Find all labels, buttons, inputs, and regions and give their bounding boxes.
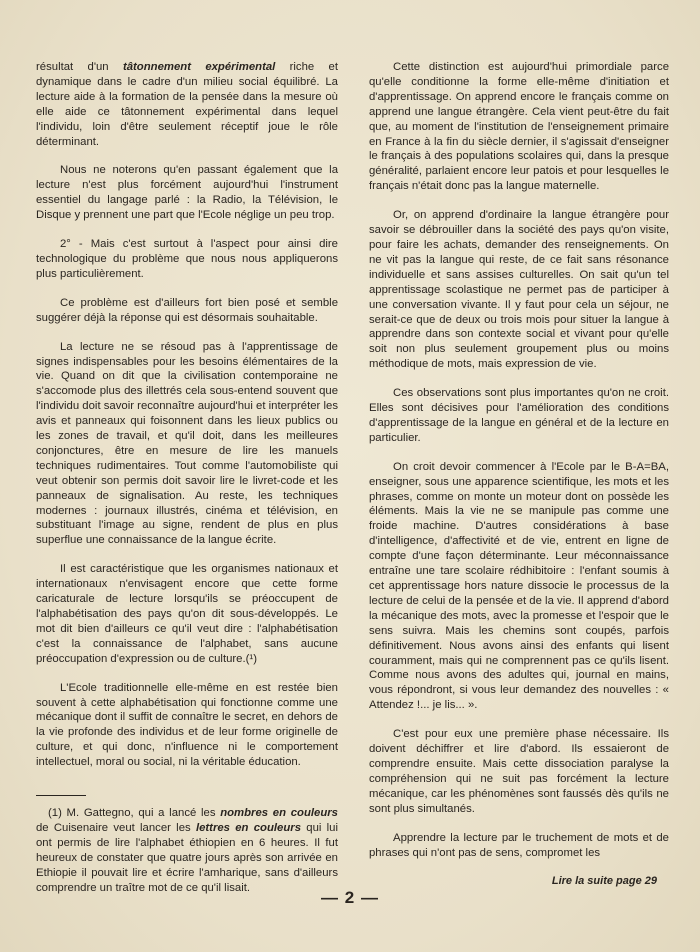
paragraph: C'est pour eux une première phase nécessaire. Ils doivent déchiffrer et lire d'abord. Ils essaieront de comprendre ensuite. Mais cette dissociation paralyse la compréhension qui ne suit pas forcément la lecture mécanique, car les phénomènes sont faussés dès qu'ils ne sont plus simultanés. [369,728,669,815]
emphasis: lettres en couleurs [195,821,302,834]
paragraph: Ce problème est d'ailleurs fort bien posé et semble suggérer déjà la réponse qui est désormais souhaitable. [36,296,338,324]
emphasis: tâtonnement expérimental [122,61,276,73]
paragraph: Nous ne noterons qu'en passant également que la lecture n'est plus forcément aujourd'hui l'instrument essentiel du langage parlé : la Radio, la Télévision, le Disque y prennent une part que l'Ecole néglige un peu trop. [36,164,338,222]
page-number: — 2 — [321,888,379,907]
paragraph: La lecture ne se résoud pas à l'apprentissage de signes indispensables pour les besoins élémentaires de la vie. Quand on dit que la civilisation contemporaine ne s'accomode plus des illettrés cela sous-entend souvent que l'individu doit savoir reconnaître aujourd'hui et interpréter les avis et panneaux qui foisonnent dans les lieux publics ou les zones de travail, et qu'il doit, dans les meilleures conjonctures, être en mesure de lire les manuels techniques rudimentaires. Tout comme l'automobiliste qui veut obtenir son permis doit savoir lire le livret-code et les panneaux de signalisation. Au reste, les techniques modernes : journaux illustrés, cinéma et télévision, en substituant l'image au signe, rendent de plus en plus superflue une connaissance de la langue écrite. [36,340,338,547]
paragraph: On croit devoir commencer à l'Ecole par le B-A=BA, enseigner, sous une apparence scientifique, les mots et les phrases, comme on monte un moteur dont on possède les éléments. Mais la vie ne se manipule pas comme une froide machine. D'autres considérations à base d'intelligence, d'affectivité et de vie, entrent en ligne de compte d'une façon déterminante. Leur méconnaissance entraîne une tare scolaire rédhibitoire : l'enfant soumis à cet apprentissage hors nature dissocie le processus de la lecture de celui de la pensée et de la vie. Il apprend d'abord la mécanique des mots, avec la promesse et l'espoir que le sens suivra. Mais les chemins sont coupés, parfois définitivement. Nous avons ainsi des enfants qui lisent couramment, mais qui ne comprennent pas ce qu'ils lisent. Comme nous avons des adultes qui, journal en mains, vous répondront, si vous leur demandez des nouvelles : « Attendez !... je lis... ». [369,460,669,712]
paragraph: Or, on apprend d'ordinaire la langue étrangère pour savoir se débrouiller dans la société des pays qu'on visite, pour faire les achats, demander des renseignements. On ne vit pas la langue qui reste, de ce fait sans résonance individuelle et sans assises culturelles. On sait qu'un tel apprentissage scolastique ne permet pas de participer à une conversation vivante. Il y faut pour cela un séjour, ne serait-ce que de deux ou trois mois pour situer la langue à apprendre dans son contexte social et vivant pour qu'elle soit non plus seulement groupement plus ou moins méthodique de mots, mais expression de vie. [369,209,669,371]
continued-note: Lire la suite page 29 [551,875,657,888]
left-column [36,60,338,896]
right-column [369,60,669,903]
paragraph: Apprendre la lecture par le truchement de mots et de phrases qui n'ont pas de sens, compromet les [369,831,669,859]
paragraph: 2° - Mais c'est surtout à l'aspect pour ainsi dire technologique du problème que nous nous appliquerons plus particulièrement. [36,238,338,280]
paragraph: Il est caractéristique que les organismes nationaux et internationaux n'envisagent encore que cette forme caricaturale de lecture lorsqu'ils se préoccupent de l'alphabétisation des pays qu'on dit sous-développés. Le mot dit bien d'ailleurs ce qu'il veut dire : l'alphabétisation c'est la connaissance de l'alphabet, sans aucune préoccupation d'expression ou de culture.(¹) [36,563,338,665]
paragraph: résultat d'un tâtonnement expérimental riche et dynamique dans le cadre d'un milieu social équilibré. La lecture aide à la formation de la pensée dans la mesure où elle aide ce tâtonnement expérimental dans lequel l'individu, loin d'être seulement réceptif joue le rôle déterminant. [36,61,338,148]
paragraph: Ces observations sont plus importantes qu'on ne croit. Elles sont décisives pour l'amélioration des conditions d'apprentissage de la langue en général et de la lecture en particulier. [369,387,669,444]
paragraph: L'Ecole traditionnelle elle-même en est restée bien souvent à cette alphabétisation qui fonctionne comme une mécanique dont il suffit de connaître le secret, en dehors de la vie profonde des individus et de leur forme originelle de culture, et qui donc, n'influence ni le comportement intellectuel, moral ou social, ni la véritable éducation. [36,681,338,769]
emphasis: nombres en couleurs [220,807,338,820]
paragraph: Cette distinction est aujourd'hui primordiale parce qu'elle conditionne la forme elle-même d'initiation et d'apprentissage. On apprend encore le français comme on apprend une langue étrangère. Cela vient peut-être du fait que, au moment de l'institution de l'enseignement primaire en France à la fin du siècle dernier, il s'agissait d'enseigner le français à des populations scolaires qui, dans la presque généralité, parlaient encore leur patois et pour lesquelles le français n'était donc pas la langue maternelle. [369,61,669,193]
footnote: (1) M. Gattegno, qui a lancé les nombres en couleurs de Cuisenaire veut lancer les lettres en couleurs qui lui ont permis de lire l'alphabet éthiopien en 6 heures. Il fut heureux de constater que quatre jours après son arrivée en Ethiopie il pouvait lire et écrire l'amharique, sans d'ailleurs comprendre un traître mot de ce qu'il lisait. [36,807,339,894]
footnote-divider [36,795,86,796]
